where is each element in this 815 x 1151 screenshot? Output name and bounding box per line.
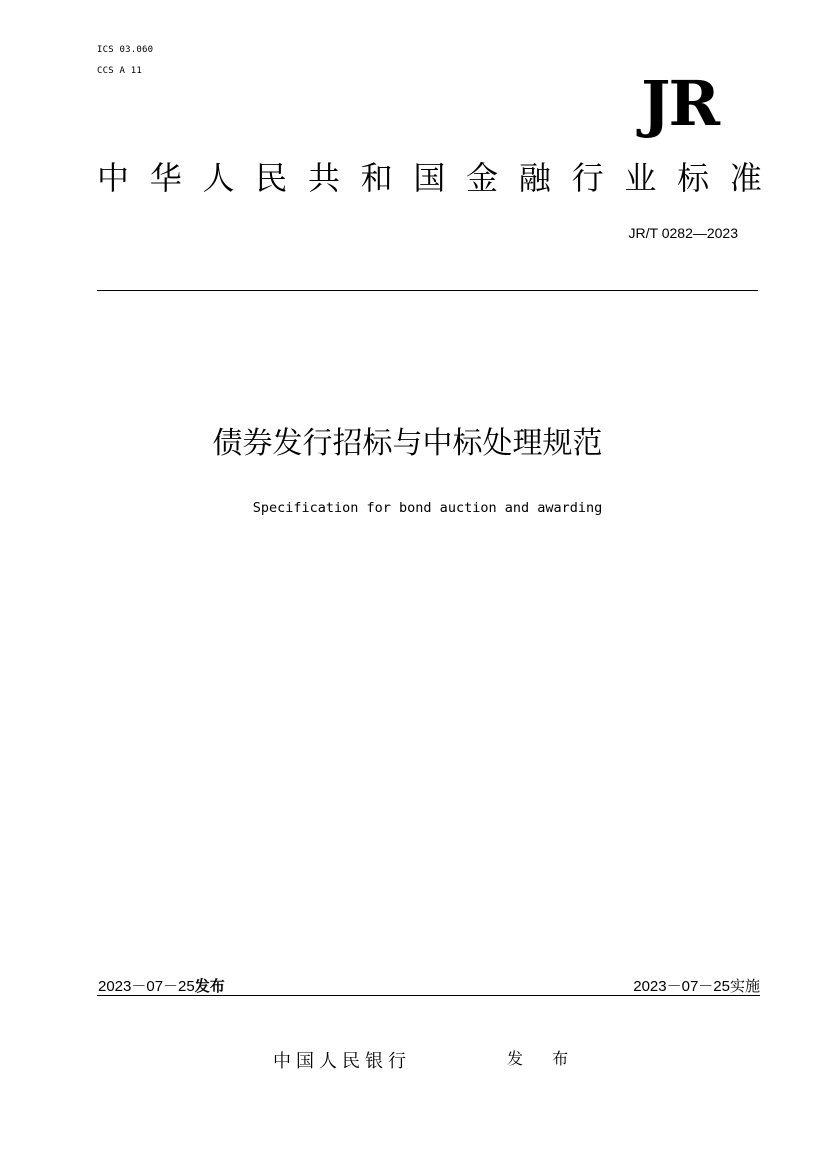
ccs-code: CCS A 11 — [97, 66, 142, 76]
standard-type-char: 标 — [677, 159, 710, 197]
standard-type-char: 民 — [255, 159, 288, 197]
standard-number: JR/T 0282—2023 — [628, 225, 738, 241]
footer-divider — [97, 995, 760, 996]
implement-date-line — [633, 976, 760, 997]
standard-type-char: 行 — [571, 159, 604, 197]
standard-type-heading — [97, 158, 762, 198]
release-date-line — [98, 976, 225, 997]
standard-type-char: 业 — [624, 159, 657, 197]
standard-type-char: 融 — [518, 159, 551, 197]
standard-type-char: 华 — [149, 159, 182, 197]
standard-type-char: 国 — [413, 159, 446, 197]
header-divider — [97, 290, 758, 291]
publish-label: 发 布 — [507, 1049, 581, 1068]
issuer-name: 中国人民银行 — [273, 1051, 411, 1072]
standard-type-char: 人 — [202, 159, 235, 197]
standard-type-char: 准 — [729, 159, 762, 197]
implement-label: 实施 — [729, 977, 760, 995]
document-title-chinese: 债券发行招标与中标处理规范 — [212, 426, 603, 461]
ics-code: ICS 03.060 — [97, 45, 154, 55]
release-date: 2023－07－25 — [98, 978, 195, 995]
standard-type-char: 中 — [97, 159, 130, 197]
standard-type-char: 共 — [307, 159, 340, 197]
jr-logo: JR — [641, 67, 718, 140]
implement-date: 2023－07－25 — [633, 978, 730, 995]
standard-type-char: 和 — [360, 159, 393, 197]
release-label: 发布 — [194, 977, 225, 995]
document-title-english: Specification for bond auction and awarding — [252, 500, 603, 516]
standard-type-char: 金 — [466, 159, 499, 197]
